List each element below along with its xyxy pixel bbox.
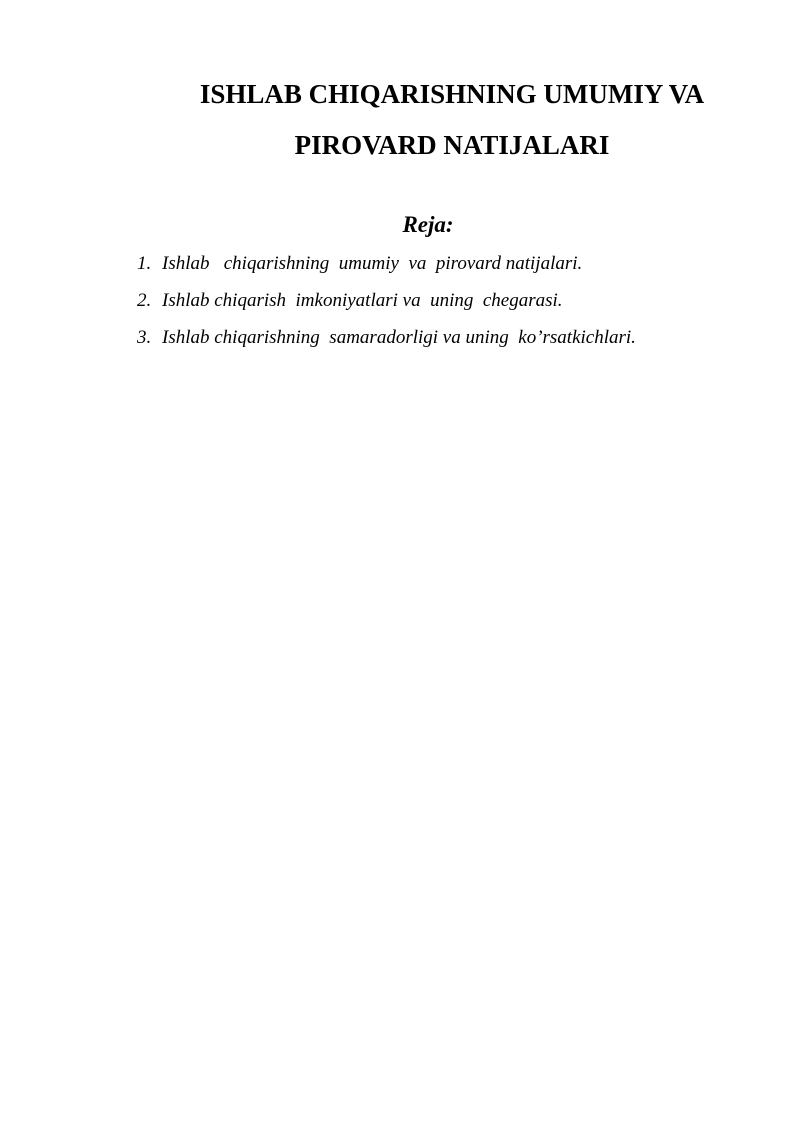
plan-item-number: 3. — [137, 327, 152, 348]
plan-item-number: 2. — [137, 290, 152, 311]
plan-heading: Reja: — [402, 212, 454, 237]
plan-item-text: Ishlab chiqarishning umumiy va pirovard natijalari. — [162, 253, 583, 274]
plan-list — [137, 252, 777, 363]
document-title-line-2: PIROVARD NATIJALARI — [294, 130, 610, 160]
plan-list-item — [137, 289, 777, 326]
plan-item-text: Ishlab chiqarish imkoniyatlari va uning chegarasi. — [162, 290, 563, 311]
plan-item-text: Ishlab chiqarishning samaradorligi va uning ko’rsatkichlari. — [162, 327, 636, 348]
document-title-line-1: ISHLAB CHIQARISHNING UMUMIY VA — [199, 79, 705, 109]
plan-item-number: 1. — [137, 253, 152, 274]
plan-list-item — [137, 252, 777, 289]
plan-list-item — [137, 326, 777, 363]
